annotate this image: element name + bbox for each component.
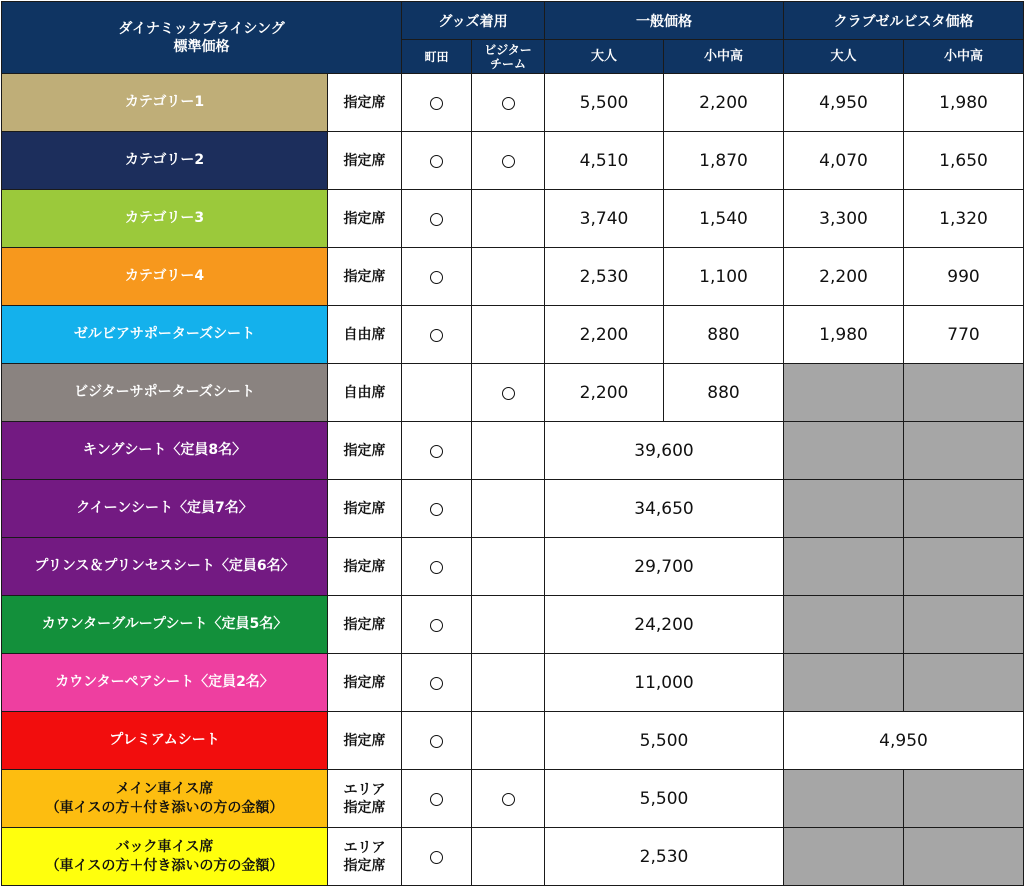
goods-visitor-cell bbox=[472, 190, 545, 248]
category-cell: カテゴリー3 bbox=[2, 190, 328, 248]
club-price-cell: 4,950 bbox=[784, 712, 1024, 770]
circle-mark-icon bbox=[430, 677, 443, 690]
general-adult-header: 大人 bbox=[545, 40, 664, 74]
unavailable-cell bbox=[904, 480, 1024, 538]
goods-visitor-cell bbox=[472, 364, 545, 422]
goods-visitor-cell bbox=[472, 422, 545, 480]
category-cell: キングシート〈定員8名〉 bbox=[2, 422, 328, 480]
goods-machida-cell bbox=[402, 74, 472, 132]
seat-type-cell: 指定席 bbox=[328, 538, 402, 596]
unavailable-cell bbox=[904, 364, 1024, 422]
general-price-cell: 24,200 bbox=[545, 596, 784, 654]
unavailable-cell bbox=[904, 828, 1024, 886]
circle-mark-icon bbox=[430, 503, 443, 516]
general-child-header: 小中高 bbox=[664, 40, 784, 74]
category-cell: プリンス＆プリンセスシート〈定員6名〉 bbox=[2, 538, 328, 596]
unavailable-cell bbox=[904, 654, 1024, 712]
category-cell: カウンターペアシート〈定員2名〉 bbox=[2, 654, 328, 712]
circle-mark-icon bbox=[430, 619, 443, 632]
goods-machida-cell bbox=[402, 480, 472, 538]
table-row bbox=[2, 770, 1024, 828]
circle-mark-icon bbox=[430, 271, 443, 284]
seat-type-cell: 自由席 bbox=[328, 364, 402, 422]
goods-visitor-header bbox=[472, 40, 545, 74]
goods-visitor-cell bbox=[472, 132, 545, 190]
table-row bbox=[2, 828, 1024, 886]
club-adult-price-cell: 1,980 bbox=[784, 306, 904, 364]
seat-type-cell: 指定席 bbox=[328, 74, 402, 132]
circle-mark-icon bbox=[502, 97, 515, 110]
goods-visitor-line2: チーム bbox=[490, 56, 527, 71]
general-child-price-cell: 1,870 bbox=[664, 132, 784, 190]
goods-visitor-cell bbox=[472, 596, 545, 654]
seat-type-cell: 指定席 bbox=[328, 654, 402, 712]
club-adult-price-cell: 4,950 bbox=[784, 74, 904, 132]
table-row bbox=[2, 74, 1024, 132]
general-adult-price-cell: 2,200 bbox=[545, 364, 664, 422]
pricing-table bbox=[1, 1, 1024, 886]
unavailable-cell bbox=[904, 596, 1024, 654]
seat-type-cell: 指定席 bbox=[328, 596, 402, 654]
goods-visitor-cell bbox=[472, 538, 545, 596]
goods-machida-cell bbox=[402, 770, 472, 828]
table-body bbox=[2, 74, 1024, 886]
unavailable-cell bbox=[784, 596, 904, 654]
general-price-cell: 5,500 bbox=[545, 770, 784, 828]
circle-mark-icon bbox=[430, 445, 443, 458]
category-name-line1: メイン車イス席 bbox=[115, 780, 214, 797]
seat-type-line1: エリア bbox=[343, 781, 386, 798]
table-row bbox=[2, 364, 1024, 422]
club-price-header: クラブゼルビスタ価格 bbox=[784, 2, 1024, 40]
club-adult-price-cell: 4,070 bbox=[784, 132, 904, 190]
goods-machida-cell bbox=[402, 364, 472, 422]
unavailable-cell bbox=[904, 422, 1024, 480]
circle-mark-icon bbox=[502, 155, 515, 168]
unavailable-cell bbox=[904, 770, 1024, 828]
table-title-line1: ダイナミックプライシング bbox=[118, 20, 285, 37]
seat-type-cell: 指定席 bbox=[328, 712, 402, 770]
club-child-header: 小中高 bbox=[904, 40, 1024, 74]
table-row bbox=[2, 712, 1024, 770]
goods-machida-cell bbox=[402, 828, 472, 886]
goods-visitor-cell bbox=[472, 828, 545, 886]
category-cell: カウンターグループシート〈定員5名〉 bbox=[2, 596, 328, 654]
table-row bbox=[2, 132, 1024, 190]
unavailable-cell bbox=[784, 654, 904, 712]
category-cell: ゼルビアサポーターズシート bbox=[2, 306, 328, 364]
goods-visitor-line1: ビジター bbox=[484, 42, 532, 57]
circle-mark-icon bbox=[502, 387, 515, 400]
goods-visitor-cell bbox=[472, 654, 545, 712]
unavailable-cell bbox=[904, 538, 1024, 596]
category-cell: プレミアムシート bbox=[2, 712, 328, 770]
general-child-price-cell: 880 bbox=[664, 364, 784, 422]
category-cell bbox=[2, 828, 328, 886]
general-adult-price-cell: 4,510 bbox=[545, 132, 664, 190]
seat-type-cell: 指定席 bbox=[328, 132, 402, 190]
club-child-price-cell: 1,980 bbox=[904, 74, 1024, 132]
goods-visitor-cell bbox=[472, 248, 545, 306]
general-price-cell: 11,000 bbox=[545, 654, 784, 712]
goods-machida-cell bbox=[402, 306, 472, 364]
club-adult-header: 大人 bbox=[784, 40, 904, 74]
goods-machida-cell bbox=[402, 712, 472, 770]
goods-machida-cell bbox=[402, 422, 472, 480]
category-cell bbox=[2, 770, 328, 828]
goods-machida-cell bbox=[402, 596, 472, 654]
category-name-line1: バック車イス席 bbox=[115, 838, 214, 855]
goods-machida-cell bbox=[402, 538, 472, 596]
table-row bbox=[2, 190, 1024, 248]
general-adult-price-cell: 2,530 bbox=[545, 248, 664, 306]
seat-type-cell: 指定席 bbox=[328, 422, 402, 480]
seat-type-cell: 自由席 bbox=[328, 306, 402, 364]
goods-visitor-cell bbox=[472, 480, 545, 538]
club-child-price-cell: 1,650 bbox=[904, 132, 1024, 190]
goods-visitor-cell bbox=[472, 306, 545, 364]
unavailable-cell bbox=[784, 480, 904, 538]
general-price-cell: 29,700 bbox=[545, 538, 784, 596]
goods-machida-cell bbox=[402, 654, 472, 712]
goods-visitor-cell bbox=[472, 712, 545, 770]
circle-mark-icon bbox=[430, 155, 443, 168]
table-row bbox=[2, 596, 1024, 654]
goods-machida-header: 町田 bbox=[402, 40, 472, 74]
unavailable-cell bbox=[784, 538, 904, 596]
table-row bbox=[2, 422, 1024, 480]
unavailable-cell bbox=[784, 770, 904, 828]
goods-machida-cell bbox=[402, 248, 472, 306]
club-adult-price-cell: 3,300 bbox=[784, 190, 904, 248]
goods-visitor-cell bbox=[472, 74, 545, 132]
general-price-cell: 39,600 bbox=[545, 422, 784, 480]
circle-mark-icon bbox=[430, 213, 443, 226]
circle-mark-icon bbox=[430, 97, 443, 110]
seat-type-cell: 指定席 bbox=[328, 480, 402, 538]
category-cell: カテゴリー2 bbox=[2, 132, 328, 190]
general-adult-price-cell: 3,740 bbox=[545, 190, 664, 248]
category-cell: クイーンシート〈定員7名〉 bbox=[2, 480, 328, 538]
seat-type-line2: 指定席 bbox=[343, 799, 386, 816]
general-child-price-cell: 880 bbox=[664, 306, 784, 364]
unavailable-cell bbox=[784, 422, 904, 480]
general-price-cell: 2,530 bbox=[545, 828, 784, 886]
club-adult-price-cell: 2,200 bbox=[784, 248, 904, 306]
circle-mark-icon bbox=[430, 561, 443, 574]
table-row bbox=[2, 306, 1024, 364]
circle-mark-icon bbox=[502, 793, 515, 806]
general-adult-price-cell: 5,500 bbox=[545, 74, 664, 132]
goods-visitor-cell bbox=[472, 770, 545, 828]
category-cell: ビジターサポーターズシート bbox=[2, 364, 328, 422]
general-child-price-cell: 2,200 bbox=[664, 74, 784, 132]
category-cell: カテゴリー1 bbox=[2, 74, 328, 132]
circle-mark-icon bbox=[430, 735, 443, 748]
table-row bbox=[2, 248, 1024, 306]
table-row bbox=[2, 480, 1024, 538]
general-child-price-cell: 1,100 bbox=[664, 248, 784, 306]
circle-mark-icon bbox=[430, 793, 443, 806]
seat-type-cell bbox=[328, 770, 402, 828]
table-row bbox=[2, 538, 1024, 596]
seat-type-cell: 指定席 bbox=[328, 248, 402, 306]
category-name-line2: （車イスの方＋付き添いの方の金額） bbox=[45, 857, 284, 874]
seat-type-cell bbox=[328, 828, 402, 886]
circle-mark-icon bbox=[430, 329, 443, 342]
club-child-price-cell: 990 bbox=[904, 248, 1024, 306]
unavailable-cell bbox=[784, 828, 904, 886]
table-title bbox=[2, 2, 402, 74]
seat-type-line1: エリア bbox=[343, 839, 386, 856]
unavailable-cell bbox=[784, 364, 904, 422]
seat-type-cell: 指定席 bbox=[328, 190, 402, 248]
circle-mark-icon bbox=[430, 851, 443, 864]
table-title-line2: 標準価格 bbox=[173, 38, 230, 55]
general-adult-price-cell: 2,200 bbox=[545, 306, 664, 364]
category-cell: カテゴリー4 bbox=[2, 248, 328, 306]
goods-header: グッズ着用 bbox=[402, 2, 545, 40]
general-price-cell: 34,650 bbox=[545, 480, 784, 538]
general-price-header: 一般価格 bbox=[545, 2, 784, 40]
table-row bbox=[2, 654, 1024, 712]
general-price-cell: 5,500 bbox=[545, 712, 784, 770]
seat-type-line2: 指定席 bbox=[343, 857, 386, 874]
club-child-price-cell: 1,320 bbox=[904, 190, 1024, 248]
goods-machida-cell bbox=[402, 190, 472, 248]
goods-machida-cell bbox=[402, 132, 472, 190]
category-name-line2: （車イスの方＋付き添いの方の金額） bbox=[45, 799, 284, 816]
general-child-price-cell: 1,540 bbox=[664, 190, 784, 248]
club-child-price-cell: 770 bbox=[904, 306, 1024, 364]
